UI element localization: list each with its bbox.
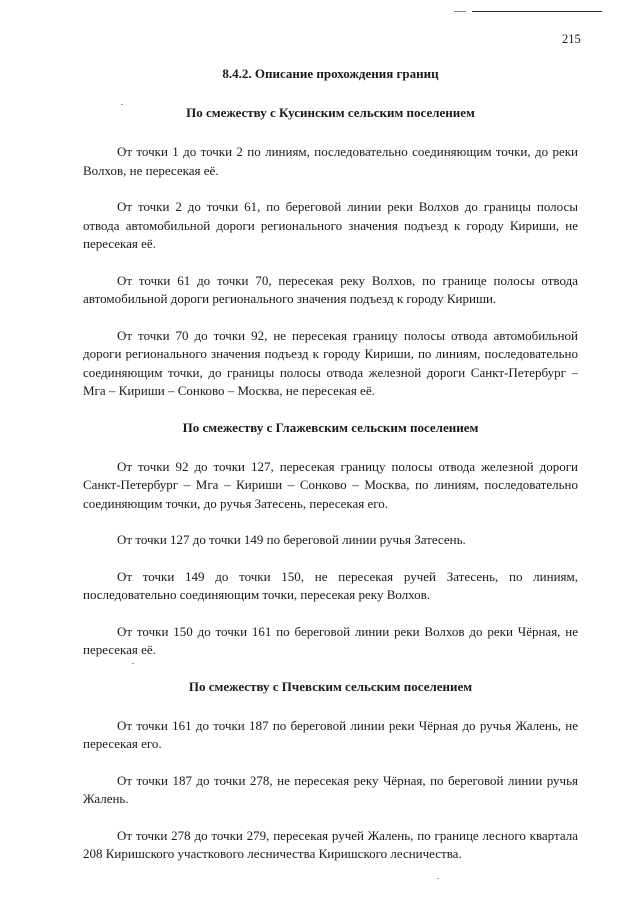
paragraph: От точки 278 до точки 279, пересекая ручей Жалень, по границе лесного квартала 208 Киришского участкового лесничества Киришского лесничества.: [83, 827, 578, 861]
section-title: 8.4.2. Описание прохождения границ: [222, 66, 439, 81]
subheading-pchevskoe: По смежеству с Пчевским сельским поселением: [188, 678, 473, 694]
paragraph: От точки 2 до точки 61, по береговой линии реки Волхов до границы полосы отвода автомобильной дороги регионального значения подъезд к городу Кириши, не пересекая её.: [83, 199, 578, 251]
header-rule-dash: [454, 11, 466, 12]
page-number: 215: [562, 32, 581, 46]
paragraph: От точки 61 до точки 70, пересекая реку Волхов, по границе полосы отвода автомобильной дороги регионального значения подъезд к городу Кириши.: [83, 272, 578, 306]
paragraph: От точки 1 до точки 2 по линиям, последовательно соединяющим точки, до реки Волхов, не пересекая её.: [83, 144, 578, 178]
paragraph: От точки 150 до точки 161 по береговой линии реки Волхов до реки Чёрная, не пересекая её.: [83, 623, 578, 657]
header-rule: [472, 11, 602, 12]
paragraph: От точки 187 до точки 278, не пересекая реку Чёрная, по береговой линии ручья Жалень.: [83, 772, 578, 806]
document-body: [83, 66, 578, 882]
paragraph: От точки 70 до точки 92, не пересекая границу полосы отвода автомобильной дороги регионального значения подъезд к городу Кириши, по линиям, последовательно соединяющим точки, до границы полосы отвода железной дороги Санкт-Петербург – Мга – Кириши – Сонково – Москва, не пересекая её.: [83, 327, 578, 398]
paragraph: От точки 127 до точки 149 по береговой линии ручья Затесень.: [117, 532, 466, 547]
paragraph: От точки 149 до точки 150, не пересекая ручей Затесень, по линиям, последовательно соединяющим точки, пересекая реку Волхов.: [83, 568, 578, 602]
paragraph: От точки 161 до точки 187 по береговой линии реки Чёрная до ручья Жалень, не пересекая его.: [83, 717, 578, 751]
subheading-kusinskoe: По смежеству с Кусинским сельским поселением: [186, 105, 475, 120]
subheading-glazhevskoe: По смежеству с Глажевским сельским поселением: [182, 419, 479, 435]
paragraph: От точки 92 до точки 127, пересекая границу полосы отвода железной дороги Санкт-Петербург – Мга – Кириши – Сонково – Москва, по линиям, последовательно соединяющим точки, до ручья Затесень, пересекая его.: [83, 458, 578, 511]
